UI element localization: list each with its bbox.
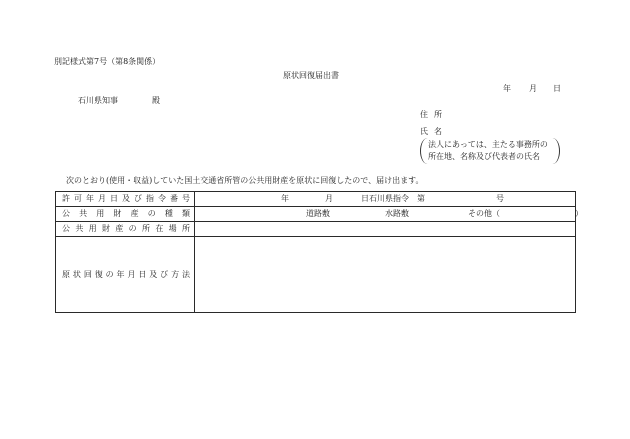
corporate-note-line-1: 法人にあっては、主たる事務所の: [428, 140, 548, 149]
statement-text: 次のとおり(使用・収益)していた国土交通省所管の公共用財産を原状に回復したので、届け出ます。: [66, 176, 424, 185]
location-value-cell[interactable]: [195, 222, 576, 237]
form-reference: 別記様式第7号（第8条関係）: [54, 57, 161, 66]
date-month-label: 月: [529, 84, 537, 93]
permit-label: 許可年月日及び指令番号: [56, 192, 195, 207]
form-table: [55, 191, 583, 313]
date-day-label: 日: [553, 84, 561, 93]
recipient-suffix: 殿: [152, 96, 160, 105]
restoration-label: 原状回復の年月日及び方法: [56, 237, 195, 313]
corporate-note-line-2: 所在地、名称及び代表者の氏名: [428, 152, 540, 161]
document-title: 原状回復届出書: [283, 71, 339, 80]
road-option[interactable]: 道路敷: [306, 209, 330, 218]
property-type-cell[interactable]: [195, 207, 583, 222]
waterway-option[interactable]: 水路敷: [385, 209, 409, 218]
permit-year-label: 年: [281, 194, 289, 203]
other-close-paren: ）: [575, 209, 583, 218]
permit-month-label: 月: [325, 194, 333, 203]
location-label: 公共用財産の所在場所: [56, 222, 195, 237]
other-option[interactable]: その他（: [468, 209, 500, 218]
permit-number-label: 号: [496, 194, 504, 203]
date-year-label: 年: [503, 84, 511, 93]
property-type-label: 公共用財産の種類: [56, 207, 195, 222]
restoration-value-cell[interactable]: [195, 237, 576, 313]
name-label: 氏名: [420, 127, 448, 136]
table-row-location: [56, 222, 576, 237]
recipient: 石川県知事: [78, 96, 118, 105]
table-row-property-type: [56, 207, 576, 222]
table-row-permit: [56, 192, 576, 207]
permit-value-cell[interactable]: [195, 192, 576, 207]
corporate-note: [420, 138, 560, 164]
table-row-restoration: [56, 237, 576, 313]
permit-order-label: 日石川県指令 第: [361, 194, 425, 203]
address-label: 住所: [420, 110, 448, 119]
